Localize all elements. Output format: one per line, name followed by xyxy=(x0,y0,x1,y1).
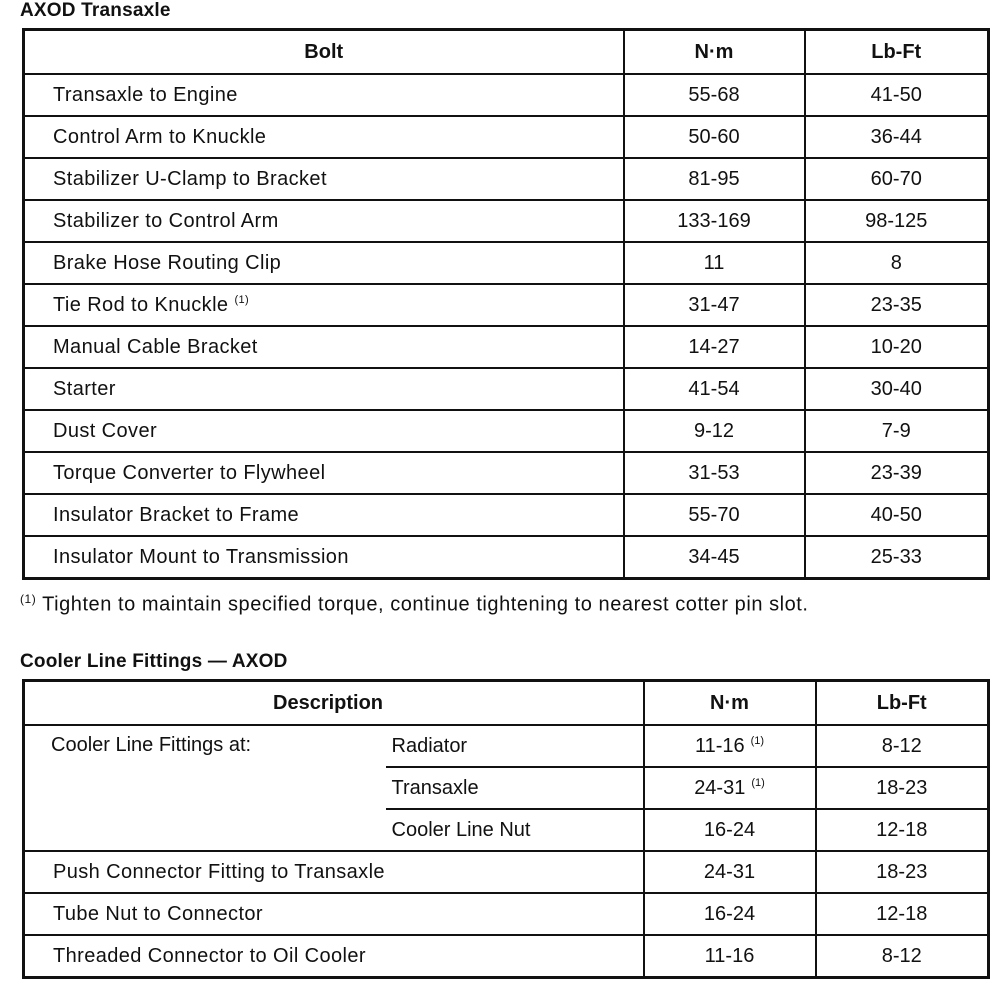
description-cell: Tube Nut to Connector xyxy=(24,893,644,935)
bolt-cell: Starter xyxy=(24,368,624,410)
nm-cell: 16-24 xyxy=(644,893,816,935)
table-row xyxy=(24,536,989,579)
lbft-cell: 12-18 xyxy=(816,809,989,851)
footnote-marker: (1) xyxy=(234,293,250,306)
table-row xyxy=(24,893,989,935)
bolt-cell: Insulator Mount to Transmission xyxy=(24,536,624,579)
table-row xyxy=(24,410,989,452)
location-cell: Radiator xyxy=(386,725,644,767)
nm-cell: 81-95 xyxy=(624,158,805,200)
bolt-cell: Torque Converter to Flywheel xyxy=(24,452,624,494)
bolt-cell xyxy=(24,284,624,326)
footnote-marker: (1) xyxy=(20,592,37,606)
table-row xyxy=(24,116,989,158)
lbft-cell: 10-20 xyxy=(805,326,989,368)
nm-cell: 16-24 xyxy=(644,809,816,851)
nm-cell: 14-27 xyxy=(624,326,805,368)
axod-transaxle-table xyxy=(22,28,990,580)
table-row xyxy=(24,452,989,494)
bolt-cell: Dust Cover xyxy=(24,410,624,452)
lbft-cell: 8-12 xyxy=(816,935,989,978)
bolt-cell: Stabilizer U-Clamp to Bracket xyxy=(24,158,624,200)
lbft-header: Lb-Ft xyxy=(805,30,989,75)
lbft-header: Lb-Ft xyxy=(816,681,989,726)
lbft-cell: 8 xyxy=(805,242,989,284)
lbft-cell: 98-125 xyxy=(805,200,989,242)
nm-cell: 133-169 xyxy=(624,200,805,242)
nm-cell: 9-12 xyxy=(624,410,805,452)
lbft-cell: 18-23 xyxy=(816,767,989,809)
lbft-cell: 36-44 xyxy=(805,116,989,158)
footnote-marker: (1) xyxy=(751,776,765,789)
nm-cell: 41-54 xyxy=(624,368,805,410)
description-cell: Push Connector Fitting to Transaxle xyxy=(24,851,644,893)
nm-cell: 31-47 xyxy=(624,284,805,326)
group-label-cell: Cooler Line Fittings at: xyxy=(24,725,386,851)
table-row xyxy=(24,935,989,978)
nm-cell: 11-16 xyxy=(644,935,816,978)
lbft-cell: 12-18 xyxy=(816,893,989,935)
footnote-text: Tighten to maintain specified torque, continue tightening to nearest cotter pin slot. xyxy=(42,593,809,616)
cooler-line-fittings-table xyxy=(22,679,990,979)
table-row xyxy=(24,158,989,200)
bolt-cell: Insulator Bracket to Frame xyxy=(24,494,624,536)
lbft-cell: 7-9 xyxy=(805,410,989,452)
table1-footnote xyxy=(20,592,809,617)
table-row xyxy=(24,242,989,284)
nm-value: 24-31 xyxy=(694,776,746,799)
table-row xyxy=(24,200,989,242)
bolt-cell: Control Arm to Knuckle xyxy=(24,116,624,158)
table-row xyxy=(24,494,989,536)
lbft-cell: 41-50 xyxy=(805,74,989,116)
table-row xyxy=(24,284,989,326)
footnote-marker: (1) xyxy=(750,734,765,747)
lbft-cell: 23-39 xyxy=(805,452,989,494)
table-row xyxy=(24,851,989,893)
nm-cell: 31-53 xyxy=(624,452,805,494)
header-row xyxy=(24,30,989,75)
nm-cell: 55-70 xyxy=(624,494,805,536)
nm-cell: 11 xyxy=(624,242,805,284)
lbft-cell: 18-23 xyxy=(816,851,989,893)
lbft-cell: 23-35 xyxy=(805,284,989,326)
bolt-cell: Stabilizer to Control Arm xyxy=(24,200,624,242)
nm-cell: 24-31 xyxy=(644,851,816,893)
axod-transaxle-title: AXOD Transaxle xyxy=(20,0,171,21)
bolt-header: Bolt xyxy=(24,30,624,75)
lbft-cell: 60-70 xyxy=(805,158,989,200)
table-row xyxy=(24,368,989,410)
bolt-label: Tie Rod to Knuckle xyxy=(53,293,229,316)
location-cell: Transaxle xyxy=(386,767,644,809)
nm-value: 11-16 xyxy=(694,734,745,757)
nm-cell: 50-60 xyxy=(624,116,805,158)
lbft-cell: 30-40 xyxy=(805,368,989,410)
lbft-cell: 8-12 xyxy=(816,725,989,767)
cooler-line-fittings-title: Cooler Line Fittings — AXOD xyxy=(20,651,288,672)
location-cell: Cooler Line Nut xyxy=(386,809,644,851)
bolt-cell: Transaxle to Engine xyxy=(24,74,624,116)
nm-cell xyxy=(644,725,816,767)
nm-cell: 55-68 xyxy=(624,74,805,116)
table-row xyxy=(24,74,989,116)
lbft-cell: 25-33 xyxy=(805,536,989,579)
lbft-cell: 40-50 xyxy=(805,494,989,536)
description-header: Description xyxy=(24,681,644,726)
bolt-cell: Manual Cable Bracket xyxy=(24,326,624,368)
bolt-cell: Brake Hose Routing Clip xyxy=(24,242,624,284)
nm-cell xyxy=(644,767,816,809)
header-row xyxy=(24,681,989,726)
description-cell: Threaded Connector to Oil Cooler xyxy=(24,935,644,978)
table-row xyxy=(24,725,989,767)
nm-header: N·m xyxy=(644,681,816,726)
nm-header: N·m xyxy=(624,30,805,75)
table-row xyxy=(24,326,989,368)
nm-cell: 34-45 xyxy=(624,536,805,579)
